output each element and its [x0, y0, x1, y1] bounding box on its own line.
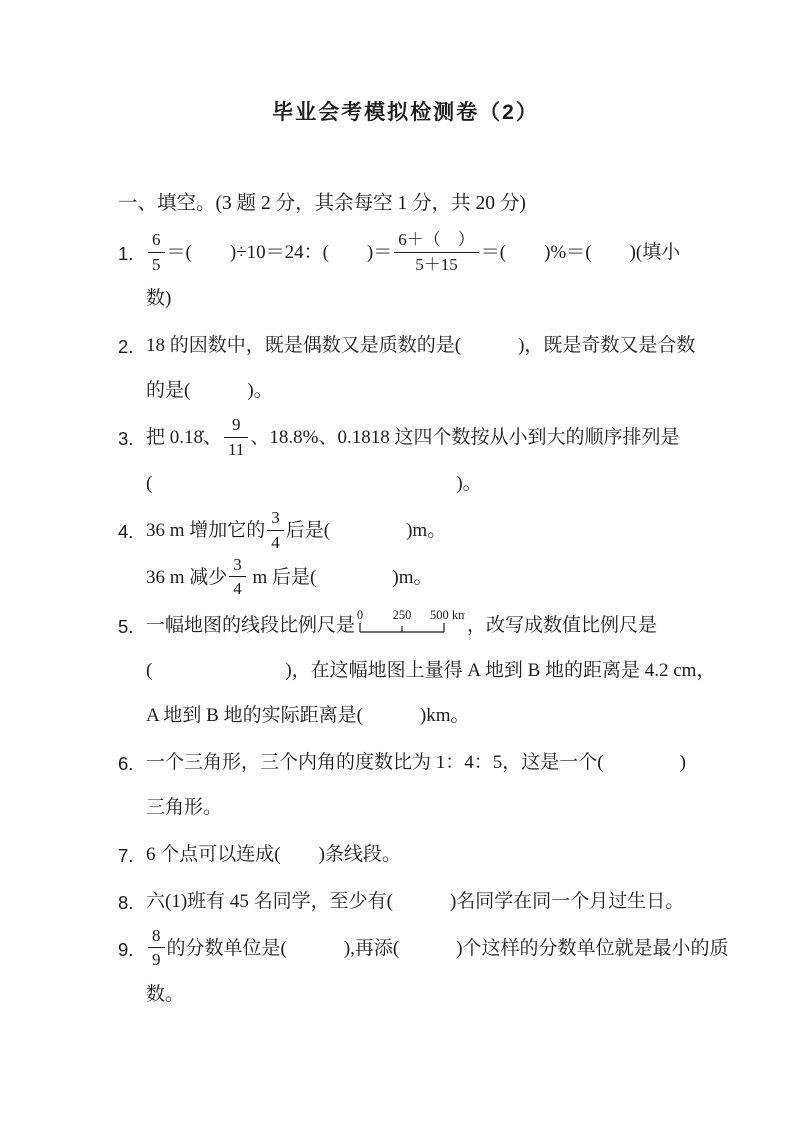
- ruler-label-250: 250: [392, 607, 412, 622]
- section-1-header: 一、填空。(3 题 2 分，其余每空 1 分，共 20 分): [118, 193, 526, 214]
- question-1: [118, 230, 693, 321]
- question-2: [118, 323, 696, 413]
- q2-text-b: 的是( )。: [146, 380, 273, 402]
- q8-number: 8.: [118, 891, 134, 913]
- q5-text-c: ( )，在这幅地图上量得 A 地到 B 地的距离是 4.2 cm，: [146, 659, 716, 681]
- ruler-label-0: 0: [357, 607, 364, 622]
- fraction-numerator: 9: [224, 414, 248, 438]
- q4-fraction-3-4-a: [267, 507, 284, 552]
- map-scale-ruler: [357, 606, 465, 638]
- q1-equation-part-b: ＝( )%＝( )(填小: [480, 242, 681, 263]
- q3-answer-blank: ( )。: [146, 473, 482, 495]
- q6-number: 6.: [118, 752, 134, 774]
- q4-number: 4.: [118, 521, 134, 543]
- q4-line-2: [146, 555, 693, 601]
- q1-equation-part-a: ＝( )÷10＝24：( )＝: [166, 242, 393, 263]
- q1-line-1: [146, 230, 693, 276]
- question-3: [118, 415, 693, 506]
- q7-number: 7.: [118, 844, 134, 866]
- q6-line-1: [146, 740, 693, 785]
- q5-text-d: A 地到 B 地的实际距离是( )km。: [146, 704, 470, 726]
- q4-line-1: [146, 508, 693, 554]
- question-6: [118, 740, 693, 830]
- q3-line-2: [146, 461, 693, 506]
- question-7: [118, 832, 693, 877]
- q1-text-wrap: 数): [146, 288, 172, 310]
- ruler-label-500km: 500 km: [430, 607, 466, 622]
- q6-line-2: [146, 785, 693, 830]
- q7-text: 6 个点可以连成( )条线段。: [146, 843, 401, 865]
- q5-line-3: [146, 693, 693, 738]
- q2-number: 2.: [118, 336, 134, 358]
- fraction-numerator: 8: [148, 925, 165, 949]
- q2-line-1: [146, 323, 696, 368]
- q9-number: 9.: [118, 938, 134, 960]
- q4-fraction-3-4-b: [229, 554, 246, 599]
- q7-line-1: [146, 832, 693, 877]
- q8-line-1: [146, 879, 693, 924]
- q3-line-1: [146, 415, 693, 461]
- page-title: 毕业会考模拟检测卷（2）: [272, 101, 539, 124]
- q5-line-2: [146, 648, 716, 693]
- q8-text: 六(1)班有 45 名同学，至少有( )名同学在同一个月过生日。: [146, 890, 685, 912]
- q5-text-a: 一幅地图的线段比例尺是: [146, 614, 356, 636]
- q2-text-a: 18 的因数中，既是偶数又是质数的是( )，既是奇数又是合数: [146, 335, 696, 357]
- q9-fraction-8-9: [148, 925, 165, 970]
- question-8: [118, 879, 693, 924]
- q3-fraction-9-11: [224, 414, 248, 459]
- q4-text-b: 后是( )m。: [285, 520, 447, 542]
- q4-text-c: 36 m 减少: [146, 566, 228, 588]
- q3-number: 3.: [118, 428, 134, 450]
- q9-line-2: [146, 972, 693, 1017]
- fraction-numerator: 3: [267, 507, 284, 531]
- fraction-denominator: 9: [152, 950, 161, 970]
- fraction-numerator: 6: [148, 229, 165, 253]
- q4-text-a: 36 m 增加它的: [146, 520, 266, 542]
- fraction-denominator: 11: [228, 439, 245, 459]
- fraction-denominator: 4: [271, 533, 280, 553]
- q9-line-1: [146, 925, 729, 972]
- q6-text-b: 三角形。: [146, 796, 223, 818]
- q5-number: 5.: [118, 615, 134, 637]
- question-9: [118, 925, 729, 1017]
- q1-fraction-6-5: [148, 229, 165, 274]
- fraction-numerator: 3: [229, 554, 246, 578]
- q5-line-1: [146, 603, 693, 648]
- question-5: [118, 603, 716, 738]
- q6-text-a: 一个三角形，三个内角的度数比为 1：4：5，这是一个( ): [146, 751, 686, 773]
- q2-line-2: [146, 368, 693, 413]
- q3-text-b: 、18.8%、0.1818 这四个数按从小到大的顺序排列是: [250, 427, 680, 449]
- q1-line-2: [146, 276, 693, 321]
- fraction-denominator: 5: [152, 254, 161, 274]
- q5-text-b: ，改写成数值比例尺是: [467, 614, 658, 636]
- q9-text-a: 的分数单位是( ),再添( )个这样的分数单位就是最小的质: [166, 937, 729, 959]
- q1-number: 1.: [118, 243, 134, 264]
- q9-text-b: 数。: [146, 983, 185, 1005]
- fraction-denominator: 5＋15: [415, 254, 458, 274]
- q1-fraction-complex: [394, 229, 479, 274]
- question-4: [118, 508, 693, 600]
- q3-text-a: 把 0.18̇、: [146, 427, 223, 449]
- q4-text-d: m 后是( )m。: [247, 566, 433, 588]
- fraction-denominator: 4: [233, 579, 242, 599]
- fraction-numerator: 6＋（ ）: [394, 229, 479, 253]
